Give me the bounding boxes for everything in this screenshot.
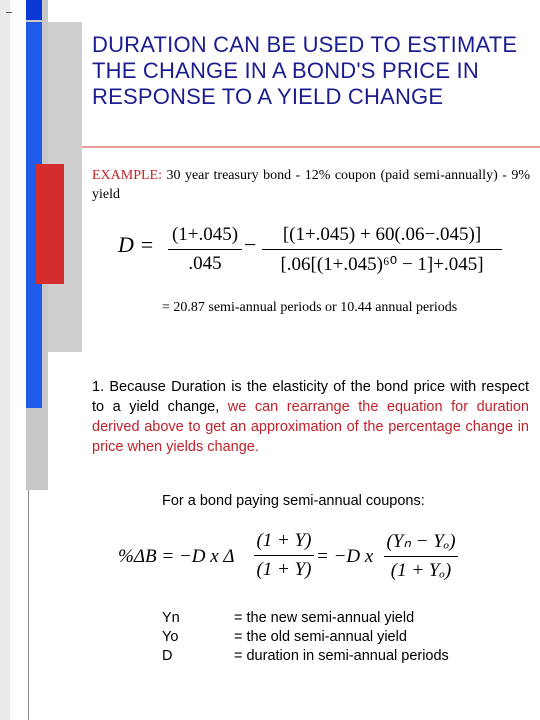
slide-title: DURATION CAN BE USED TO ESTIMATE THE CHANGE IN A BOND'S PRICE IN RESPONSE TO A YIELD CHANGE — [92, 32, 518, 109]
definition-symbol: D — [162, 648, 173, 664]
formula2-f2-denominator: (1 + Yₒ) — [390, 560, 452, 581]
formula2-mid-text: = −D x — [316, 546, 374, 567]
left-edge-stripe — [0, 0, 10, 720]
formula2-f2-numerator: (Yₙ − Yₒ) — [386, 531, 456, 552]
example-lead: EXAMPLE: — [92, 168, 162, 183]
formula1-result: = 20.87 semi-annual periods or 10.44 annual periods — [162, 300, 458, 315]
example-body: 30 year treasury bond - 12% coupon (paid semi-annually) - 9% yield — [92, 168, 530, 202]
definition-text: = the old semi-annual yield — [234, 629, 407, 645]
formula1-frac1-denominator: .045 — [188, 253, 222, 274]
formula1-minus: − — [244, 232, 257, 257]
formula2-lhs: %ΔB = −D x Δ — [118, 546, 235, 567]
formula2-fraction-1 — [254, 530, 314, 581]
fraction-bar — [254, 555, 314, 556]
formula2-fraction-2 — [384, 530, 458, 582]
formula1-frac1-numerator: (1+.045) — [171, 224, 239, 245]
formula1-fraction-2 — [262, 224, 502, 276]
formula2-f1-denominator: (1 + Y) — [256, 559, 312, 580]
fraction-bar — [384, 556, 458, 557]
definition-text: = the new semi-annual yield — [234, 610, 415, 626]
formula1-lhs: D = — [118, 232, 155, 257]
subheading: For a bond paying semi-annual coupons: — [162, 493, 425, 509]
paragraph-red-text: we can rearrange the equation for duration derived above to get an approximation of the percentage change in price when yields change. — [92, 399, 529, 455]
example-text — [92, 166, 530, 204]
fraction-bar — [262, 249, 502, 250]
title-underline — [82, 146, 540, 148]
formula1-frac2-denominator: [.06[(1+.045)⁶⁰ − 1]+.045] — [280, 254, 484, 275]
decor-bar-blue-top — [26, 0, 42, 20]
definition-symbol: Yn — [162, 610, 180, 626]
paragraph-black-text: 1. Because Duration is the elasticity of the bond price with respect to a yield change, — [92, 379, 529, 415]
formula1-fraction-1 — [168, 224, 242, 275]
explanation-paragraph — [92, 377, 529, 457]
formula2-f1-numerator: (1 + Y) — [256, 530, 312, 551]
fraction-bar — [168, 249, 242, 250]
formula1-frac2-numerator: [(1+.045) + 60(.06−.045)] — [282, 224, 482, 245]
definition-text: = duration in semi-annual periods — [234, 648, 449, 664]
corner-tick — [6, 12, 12, 13]
definition-symbol: Yo — [162, 629, 179, 645]
decor-vertical-line — [28, 490, 29, 720]
decor-bar-red — [36, 164, 64, 284]
